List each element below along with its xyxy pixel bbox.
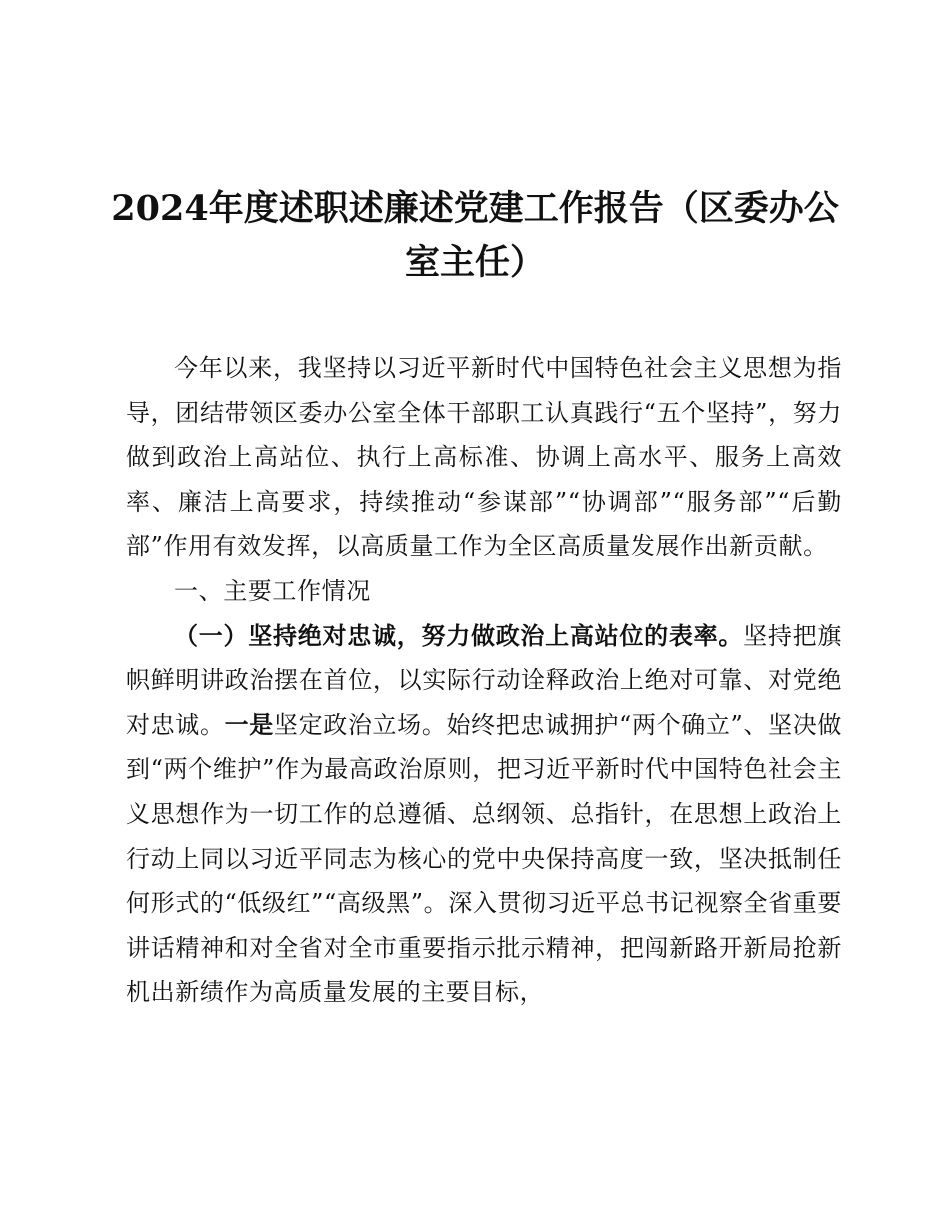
subsection-text-2: 坚定政治立场。始终把忠诚拥护“两个确立”、坚决做到“两个维护”作为最高政治原则，把习近平新时代中国特色社会主义思想作为一切工作的总遵循、总纲领、总指针，在思想上政治上行动上同以习近平同志为核心的党中央保持高度一致，坚决抵制任何形式的“低级红”“高级黑”。深入贯彻习近平总书记视察全省重要讲话精神和对全省对全市重要指示批示精神，把闯新路开新局抢新机出新绩作为高质量发展的主要目标，	[126, 710, 843, 1007]
subsection-text-1: 坚持把旗帜鲜明讲政治摆在首位，以实际行动诠释政治上绝对可靠、对党绝对忠诚。	[126, 621, 842, 739]
subsection-heading: （一）坚持绝对忠诚，努力做政治上高站位的表率。	[174, 620, 744, 650]
document-body	[126, 346, 842, 1015]
intro-paragraph: 今年以来，我坚持以习近平新时代中国特色社会主义思想为指导，团结带领区委办公室全体干部职工认真践行“五个坚持”，努力做到政治上高站位、执行上高标准、协调上高水平、服务上高效率、廉洁上高要求，持续推动“参谋部”“协调部”“服务部”“后勤部”作用有效发挥，以高质量工作为全区高质量发展作出新贡献。	[126, 354, 842, 561]
point-label: 一是	[224, 709, 274, 739]
subsection-paragraph	[126, 614, 842, 1015]
document-title: 2024年度述职述廉述党建工作报告（区委办公室主任）	[111, 188, 839, 283]
section-heading: 一、主要工作情况	[174, 576, 371, 605]
